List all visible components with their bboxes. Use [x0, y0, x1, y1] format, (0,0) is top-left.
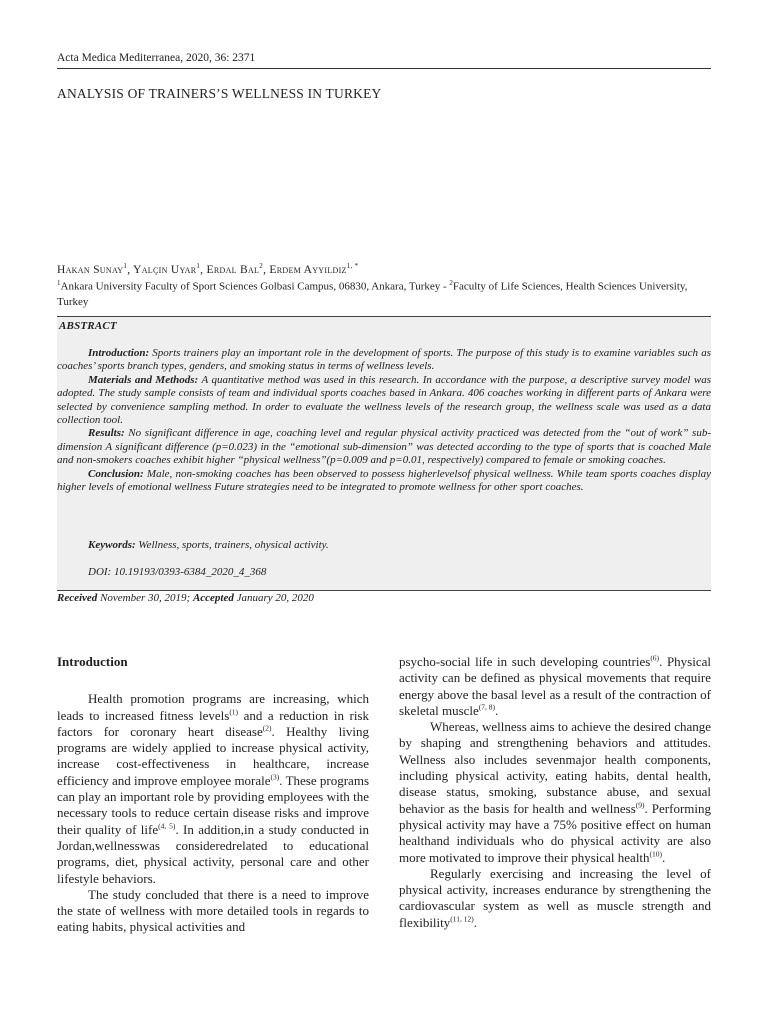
- doi-link[interactable]: DOI: 10.19193/0393-6384_2020_4_368: [88, 566, 267, 578]
- abstract-results-text: No significant difference in age, coaching level and regular physical activity practiced was detected from the “out of work” sub-dimension A significant difference (p=0.023) in the “emotional sub-dimension” was detected according to the type of sports that is coached Male and non-smokers coaches exhibit higher “physical wellness”(p=0.009 and p=0.01, respectively) compared to female or smoking coaches.: [57, 427, 711, 467]
- body-text: . Healthy living programs are widely applied to increase physical activity, increase cost-effectiveness in healthcare, increase efficiency and improve employee morale: [57, 723, 369, 788]
- keywords-label: Keywords:: [88, 539, 136, 551]
- body-text: . These programs can play an important role by providing employees with the necessary tools to reduce certain disease risks and improve their quality of life: [57, 772, 369, 837]
- affil-mark: 2: [449, 279, 453, 287]
- author-name: Erdal Bal: [206, 263, 260, 276]
- citation-ref[interactable]: (7, 8): [478, 702, 496, 712]
- abstract-bottom-rule: [57, 590, 711, 591]
- author-list: [57, 262, 358, 276]
- received-label: Received: [57, 592, 98, 604]
- abstract-methods-text: A quantitative method was used in this research. In accordance with the purpose, a descriptive survey model was adopted. The study sample consists of team and individual sports coaches based in Ankara. 406 coaches working in different parts of Ankara were selected by convenience sampling method. In order to evaluate the wellness levels of the research group, the wellness scale was used as a data collection tool.: [57, 373, 711, 427]
- affil-2: Faculty of Life Sciences, Health Sciences University, Turkey: [57, 280, 688, 308]
- author-name: Erdem Ayyildiz: [269, 263, 347, 276]
- author-affil-mark: 2: [259, 262, 264, 270]
- citation-ref[interactable]: (9): [635, 800, 645, 810]
- body-text: Health promotion programs are increasing, which leads to increased fitness levels: [57, 691, 369, 723]
- author-separator: ,: [127, 263, 134, 276]
- citation-ref[interactable]: (3): [270, 772, 280, 782]
- citation-ref[interactable]: (6): [650, 653, 660, 663]
- body-text: . Performing physical activity may have a 75% positive effect on human healthand individuals who do physical activity are also more motivated to improve their physical health: [399, 800, 711, 865]
- author-affil-mark: 1, *: [346, 262, 359, 270]
- body-text: and a reduction in risk factors for coronary heart disease: [57, 707, 369, 739]
- body-paragraph: [399, 866, 711, 931]
- body-text: . Physical activity can be defined as physical movements that require energy above the basal level as a result of the contraction of skeletal muscle: [399, 654, 711, 718]
- abstract-methods: [57, 374, 711, 428]
- body-text: .: [662, 849, 666, 865]
- keywords: [88, 539, 329, 552]
- body-paragraph: [399, 654, 711, 719]
- body-text: Whereas, wellness aims to achieve the desired change by shaping and strengthening behaviors and attitudes. Wellness also includes sevenmajor health components, including physical activity, eating habits, dental health, disease status, smoking, substance abuse, and sexual behavior as the basis for health and wellness: [399, 719, 711, 816]
- running-head: Acta Medica Mediterranea, 2020, 36: 2371: [57, 52, 256, 64]
- citation-ref[interactable]: (2): [262, 723, 272, 733]
- abstract-conclusion-text: Male, non-smoking coaches has been observed to possess higherlevelsof physical wellness. While team sports coaches display higher levels of emotional wellness Future strategies need to be integrated to promote wellness for other sport coaches.: [57, 467, 712, 494]
- affiliations: [57, 276, 711, 310]
- abstract-conclusion-label: Conclusion:: [88, 467, 144, 480]
- citation-ref[interactable]: (4, 5): [158, 821, 176, 831]
- keywords-text: Wellness, sports, trainers, ohysical activity.: [138, 539, 329, 551]
- body-text: .: [473, 914, 477, 930]
- author-name: Hakan Sunay: [57, 263, 124, 276]
- affil-mark: 1: [57, 279, 61, 287]
- section-title-introduction: Introduction: [57, 654, 128, 669]
- received-date: November 30, 2019;: [100, 592, 191, 604]
- citation-ref[interactable]: (1): [229, 707, 239, 717]
- accepted-date: January 20, 2020: [236, 592, 314, 604]
- citation-ref[interactable]: (10): [649, 849, 663, 859]
- abstract-results: [57, 427, 711, 467]
- abstract-results-label: Results:: [88, 427, 125, 440]
- abstract-methods-label: Materials and Methods:: [88, 373, 199, 386]
- body-column-left: [57, 654, 369, 936]
- abstract-intro-text: Sports trainers play an important role in the development of sports. The purpose of this study is to examine variables such as coaches’ sports branch types, genders, and smoking status in terms of wellness levels.: [57, 347, 711, 373]
- abstract-label: ABSTRACT: [59, 320, 117, 332]
- body-text: .: [495, 702, 499, 718]
- abstract-conclusion: [57, 468, 711, 495]
- affil-1: Ankara University Faculty of Sport Sciences Golbasi Campus, 06830, Ankara, Turkey -: [60, 280, 450, 293]
- body-column-right: [399, 654, 711, 931]
- author-affil-mark: 1: [123, 262, 128, 270]
- author-name: Yalçin Uyar: [133, 263, 197, 276]
- author-affil-mark: 1: [196, 262, 201, 270]
- article-title: ANALYSIS OF TRAINERS’S WELLNESS IN TURKEY: [57, 86, 382, 101]
- abstract-box: [57, 317, 711, 590]
- body-text: . In addition,in a study conducted in Jordan,wellnesswas consideredrelated to educational programs, diet, physical activity, personal care and other lifestyle behaviors.: [57, 821, 369, 886]
- abstract-intro-label: Introduction:: [88, 347, 150, 359]
- body-paragraph: [399, 719, 711, 866]
- abstract-introduction: [57, 347, 711, 374]
- received-accepted-dates: [57, 592, 314, 604]
- body-paragraph: [57, 691, 369, 887]
- body-text: Regularly exercising and increasing the level of physical activity, increases endurance by strengthening the cardiovascular system as well as muscle strength and flexibility: [399, 865, 711, 930]
- author-separator: ,: [263, 263, 270, 276]
- body-text: psycho-social life in such developing countries: [399, 654, 651, 669]
- citation-ref[interactable]: (11, 12): [450, 914, 474, 924]
- abstract-body: [57, 347, 711, 494]
- accepted-label: Accepted: [192, 592, 234, 604]
- body-paragraph: The study concluded that there is a need to improve the state of wellness with more detailed tools in regards to eating habits, physical activities and: [57, 886, 369, 935]
- author-separator: ,: [200, 263, 207, 276]
- header-rule: [57, 68, 711, 69]
